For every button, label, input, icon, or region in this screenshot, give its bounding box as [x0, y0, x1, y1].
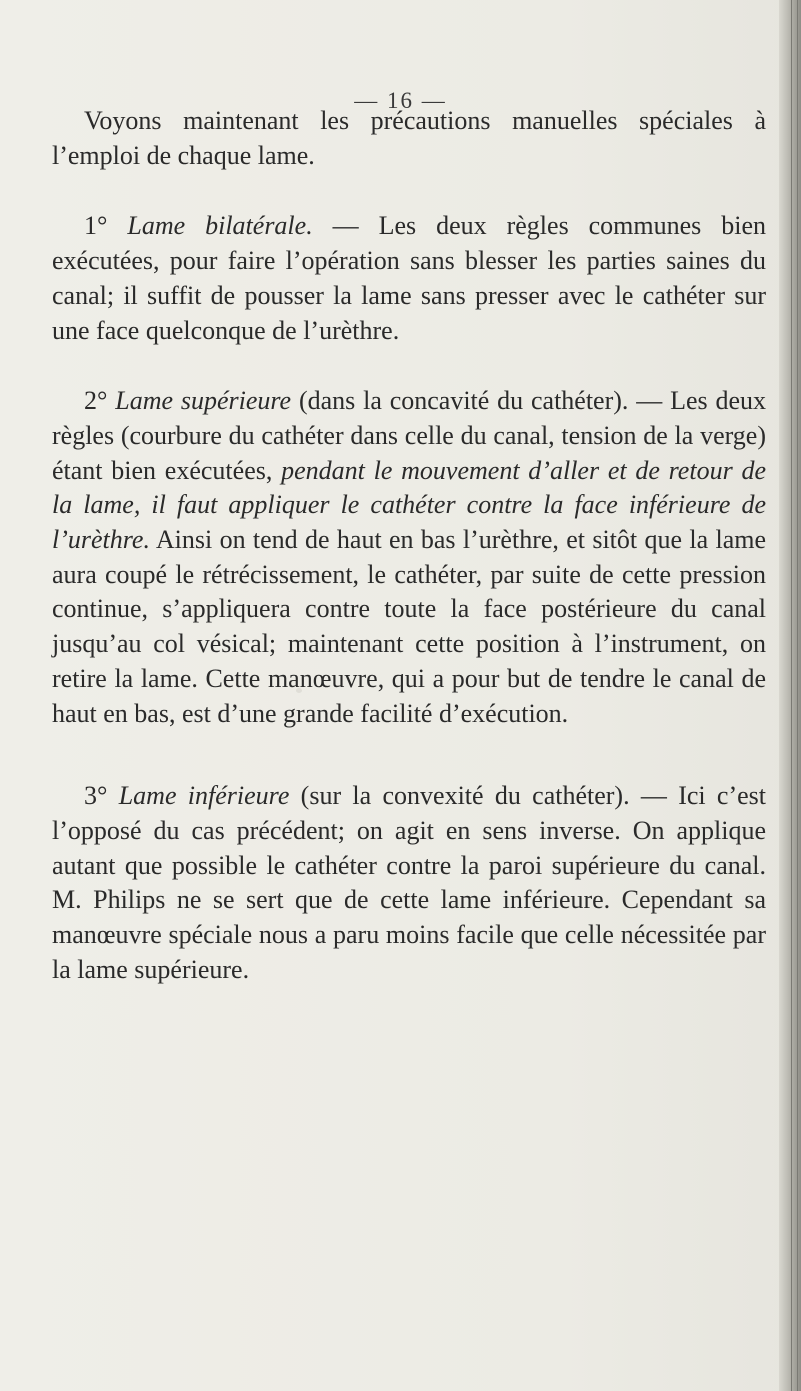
spine-line: [797, 0, 798, 1391]
section-3-number: 3°: [84, 781, 108, 811]
section-2-paragraph: [52, 384, 766, 731]
section-2-body-before: (dans la concavité du cathéter). — Les deux règles (courbure du cathéter dans celle du canal, tension de la verge) étant bien exécutées,: [52, 386, 767, 485]
section-3-title: Lame inférieure: [118, 781, 290, 811]
section-2-number: 2°: [84, 386, 108, 416]
page-number: — 16 —: [354, 88, 447, 113]
section-2-body-after: Ainsi on tend de haut en bas l’urèthre, et sitôt que la lame aura coupé le rétrécissement, le cathéter, par suite de cette pression continue, s’appliquera contre toute la face postérieure du canal jusqu’au col vésical; maintenant cette position à l’instrument, on retire la lame. Cette manœuvre, qui a pour but de tendre le canal de haut en bas, est d’une grande facilité d’exécution.: [52, 525, 766, 728]
intro-paragraph: Voyons maintenant les précautions manuelles spéciales à l’emploi de chaque lame.: [52, 106, 766, 170]
spine-line: [791, 0, 792, 1391]
section-3-body: (sur la convexité du cathéter). — Ici c’est l’opposé du cas précédent; on agit en sens inverse. On applique autant que possible le cathéter contre la paroi supérieure du canal. M. Philips ne se sert que de cette lame inférieure. Cependant sa manœuvre spéciale nous a paru moins facile que celle nécessitée par la lame supérieure.: [52, 781, 767, 984]
body-text: [52, 104, 766, 987]
section-1-title: Lame bilatérale.: [127, 211, 313, 241]
section-1-body: — Les deux règles communes bien exécutées, pour faire l’opération sans blesser les parties saines du canal; il suffit de pousser la lame sans presser avec le cathéter sur une face quelconque de l’urèthre.: [52, 211, 767, 345]
section-1-number: 1°: [84, 211, 108, 241]
section-2-title: Lame supérieure: [115, 386, 292, 416]
section-3-paragraph: [52, 779, 766, 987]
section-2-emphasis: pendant le mouvement d’aller et de retour de la lame, il faut appliquer le cathéter contre la face inférieure de l’urèthre.: [52, 455, 766, 555]
section-1-paragraph: [52, 209, 766, 348]
